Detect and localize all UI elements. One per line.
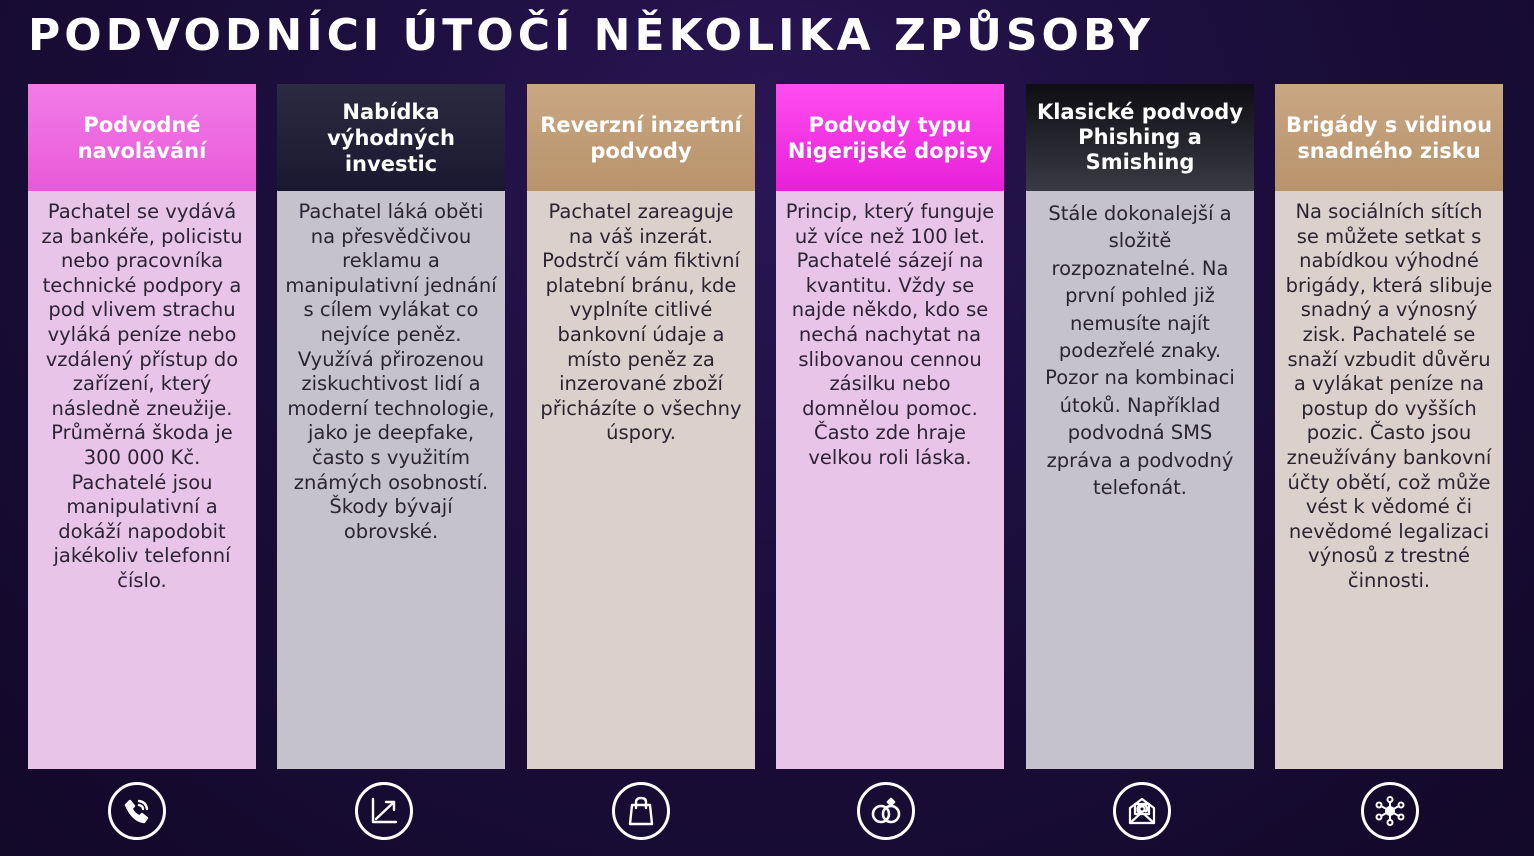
shopping-bag-icon <box>612 782 670 840</box>
column-heading: Nabídka výhodných investic <box>277 84 505 191</box>
column-heading: Brigády s vidinou snadného zisku <box>1275 84 1503 191</box>
column-heading: Podvodné navolávání <box>28 84 256 191</box>
trend-arrow-icon <box>355 782 413 840</box>
rings-icon <box>857 782 915 840</box>
phone-icon <box>108 782 166 840</box>
column-vyhodne-investice <box>277 84 505 769</box>
page-title: PODVODNÍCI ÚTOČÍ NĚKOLIKA ZPŮSOBY <box>28 10 1154 61</box>
column-podvodne-navolavani <box>28 84 256 769</box>
column-heading: Reverzní inzertní podvody <box>527 84 755 191</box>
column-body: Na sociálních sítích se můžete setkat s nabídkou výhodné brigády, která slibuje snadný a výnosný zisk. Pachatelé se snaží vzbudit důvěru a vylákat peníze na postup do vyšších pozic. Často jsou zneužívány bankovní účty obětí, což může vést k vědomé či nevědomé legalizaci výnosů z trestné činnosti. <box>1275 191 1503 769</box>
email-icon <box>1113 782 1171 840</box>
column-reverzni-inzerce <box>527 84 755 769</box>
column-body: Princip, který funguje už více než 100 let. Pachatelé sázejí na kvantitu. Vždy se najde někdo, kdo se nechá nachytat na slibovanou cennou zásilku nebo domnělou pomoc. Často zde hraje velkou roli láska. <box>776 191 1004 769</box>
network-icon <box>1361 782 1419 840</box>
column-nigerijske-dopisy <box>776 84 1004 769</box>
column-phishing-smishing <box>1026 84 1254 769</box>
column-body: Pachatel zareaguje na váš inzerát. Podstrčí vám fiktivní platební bránu, kde vyplníte citlivé bankovní údaje a místo peněz za inzerované zboží přicházíte o všechny úspory. <box>527 191 755 769</box>
column-heading: Klasické podvody Phishing a Smishing <box>1026 84 1254 191</box>
column-heading: Podvody typu Nigerijské dopisy <box>776 84 1004 191</box>
column-brigady <box>1275 84 1503 769</box>
column-body: Pachatel láká oběti na přesvědčivou reklamu a manipulativní jednání s cílem vylákat co nejvíce peněz. Využívá přirozenou ziskuchtivost lidí a moderní technologie, jako je deepfake, často s využitím známých osobností. Škody bývají obrovské. <box>277 191 505 769</box>
column-body: Pachatel se vydává za bankéře, policistu nebo pracovníka technické podpory a pod vlivem strachu vyláká peníze nebo vzdálený přístup do zařízení, který následně zneužije. Průměrná škoda je 300 000 Kč. Pachatelé jsou manipulativní a dokáží napodobit jakékoliv telefonní číslo. <box>28 191 256 769</box>
column-body: Stále dokonalejší a složitě rozpoznatelné. Na první pohled již nemusíte najít podezřelé znaky. Pozor na kombinaci útoků. Například podvodná SMS zpráva a podvodný telefonát. <box>1026 191 1254 769</box>
